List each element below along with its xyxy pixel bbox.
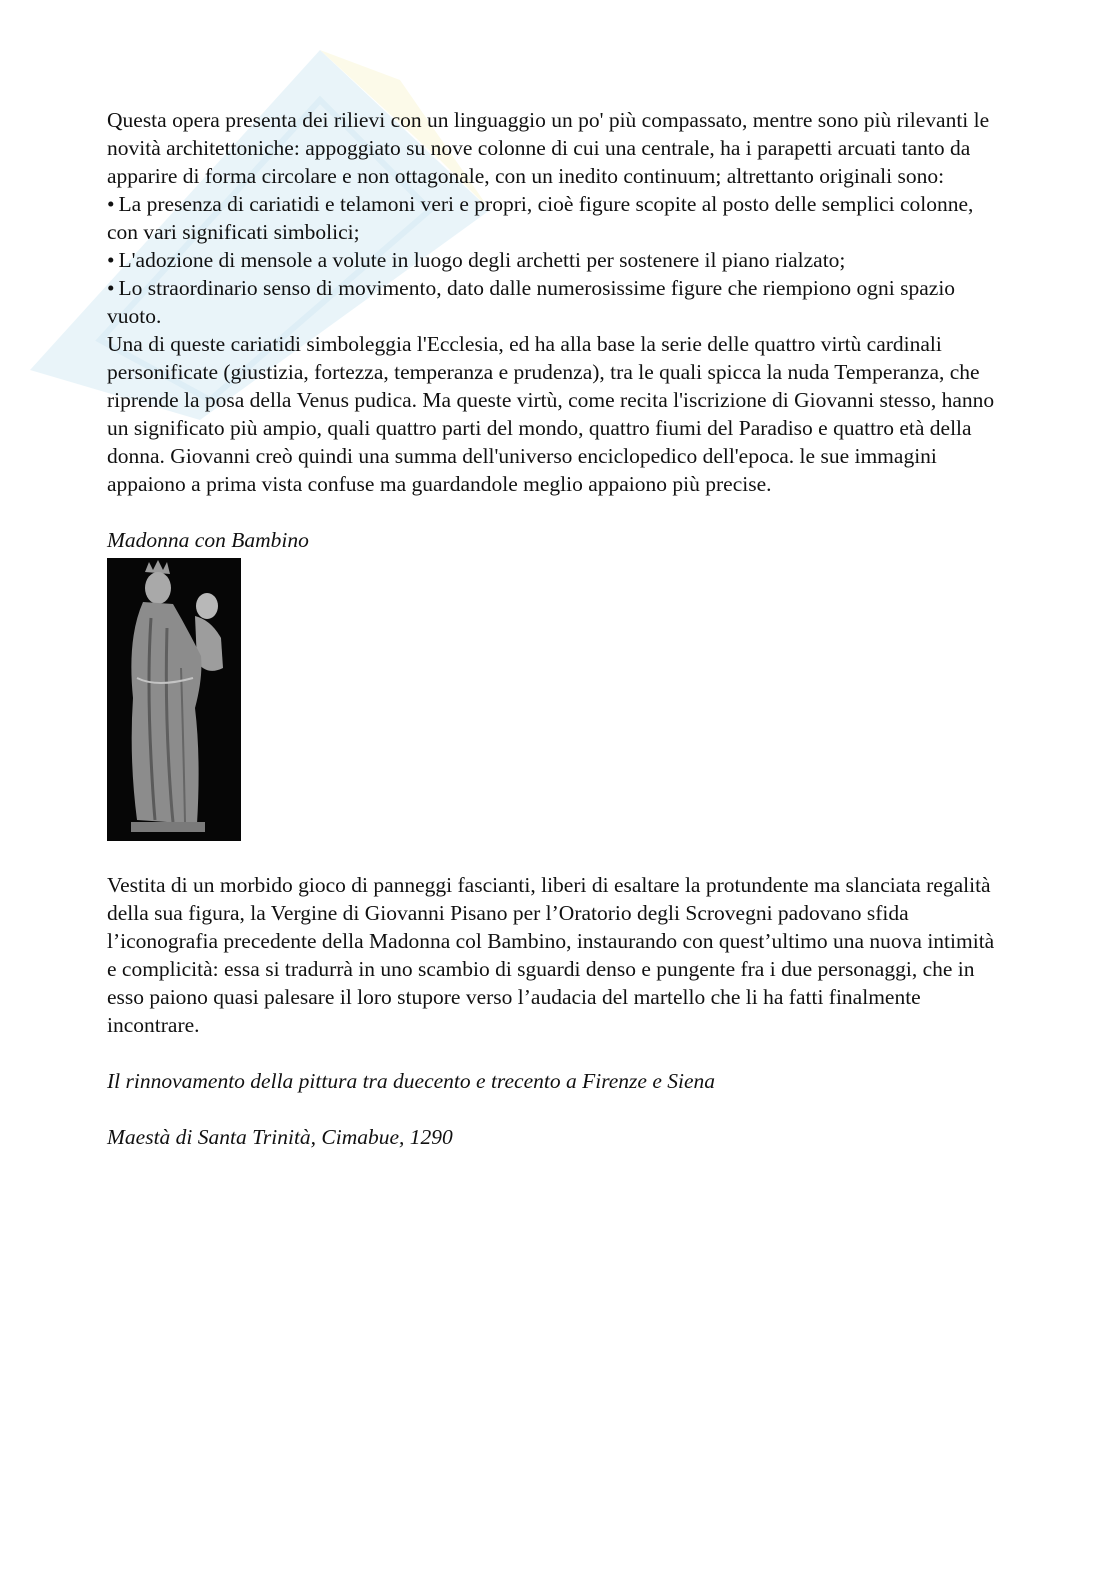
bullet-item: • La presenza di cariatidi e telamoni veri e propri, cioè figure scopite al posto delle semplici colonne, con vari significati simbolici;	[107, 192, 974, 244]
bullet-item: • L'adozione di mensole a volute in luogo degli archetti per sostenere il piano rialzato;	[107, 248, 846, 272]
figure-caption-maesta: Maestà di Santa Trinità, Cimabue, 1290	[107, 1125, 453, 1149]
section-heading: Il rinnovamento della pittura tra duecento e trecento a Firenze e Siena	[107, 1069, 716, 1093]
document-body	[107, 106, 1002, 1151]
paragraph-ecclesia: Una di queste cariatidi simboleggia l'Ecclesia, ed ha alla base la serie delle quattro virtù cardinali personificate (giustizia, fortezza, temperanza e prudenza), tra le quali spicca la nuda Temperanza, che riprende la posa della Venus pudica. Ma queste virtù, come recita l'iscrizione di Giovanni stesso, hanno un significato più ampio, quali quattro parti del mondo, quattro fiumi del Paradiso e quattro età della donna. Giovanni creò quindi una summa dell'universo enciclopedico dell'epoca. le sue immagini appaiono a prima vista confuse ma guardandole meglio appaiono più precise.	[107, 332, 995, 496]
bullet-icon: •	[107, 276, 115, 300]
bullet-item: • Lo straordinario senso di movimento, dato dalle numerosissime figure che riempiono ogni spazio vuoto.	[107, 276, 956, 328]
paragraph-intro: Questa opera presenta dei rilievi con un linguaggio un po' più compassato, mentre sono più rilevanti le novità architettoniche: appoggiato su nove colonne di cui una centrale, ha i parapetti arcuati tanto da apparire di forma circolare e non ottagonale, con un inedito continuum; altrettanto originali sono:	[107, 108, 990, 188]
madonna-statue-image	[107, 558, 241, 841]
bullet-icon: •	[107, 192, 115, 216]
bullet-icon: •	[107, 248, 115, 272]
paragraph-madonna: Vestita di un morbido gioco di panneggi fascianti, liberi di esaltare la protundente ma slanciata regalità della sua figura, la Vergine di Giovanni Pisano per l’Oratorio degli Scrovegni padovano sfida l’iconografia precedente della Madonna col Bambino, instaurando con quest’ultimo una nuova intimità e complicità: essa si tradurrà in uno scambio di sguardi denso e pungente fra i due personaggi, che in esso paiono quasi palesare il loro stupore verso l’audacia del martello che li ha fatti finalmente incontrare.	[107, 873, 995, 1037]
figure-caption: Madonna con Bambino	[107, 528, 309, 552]
